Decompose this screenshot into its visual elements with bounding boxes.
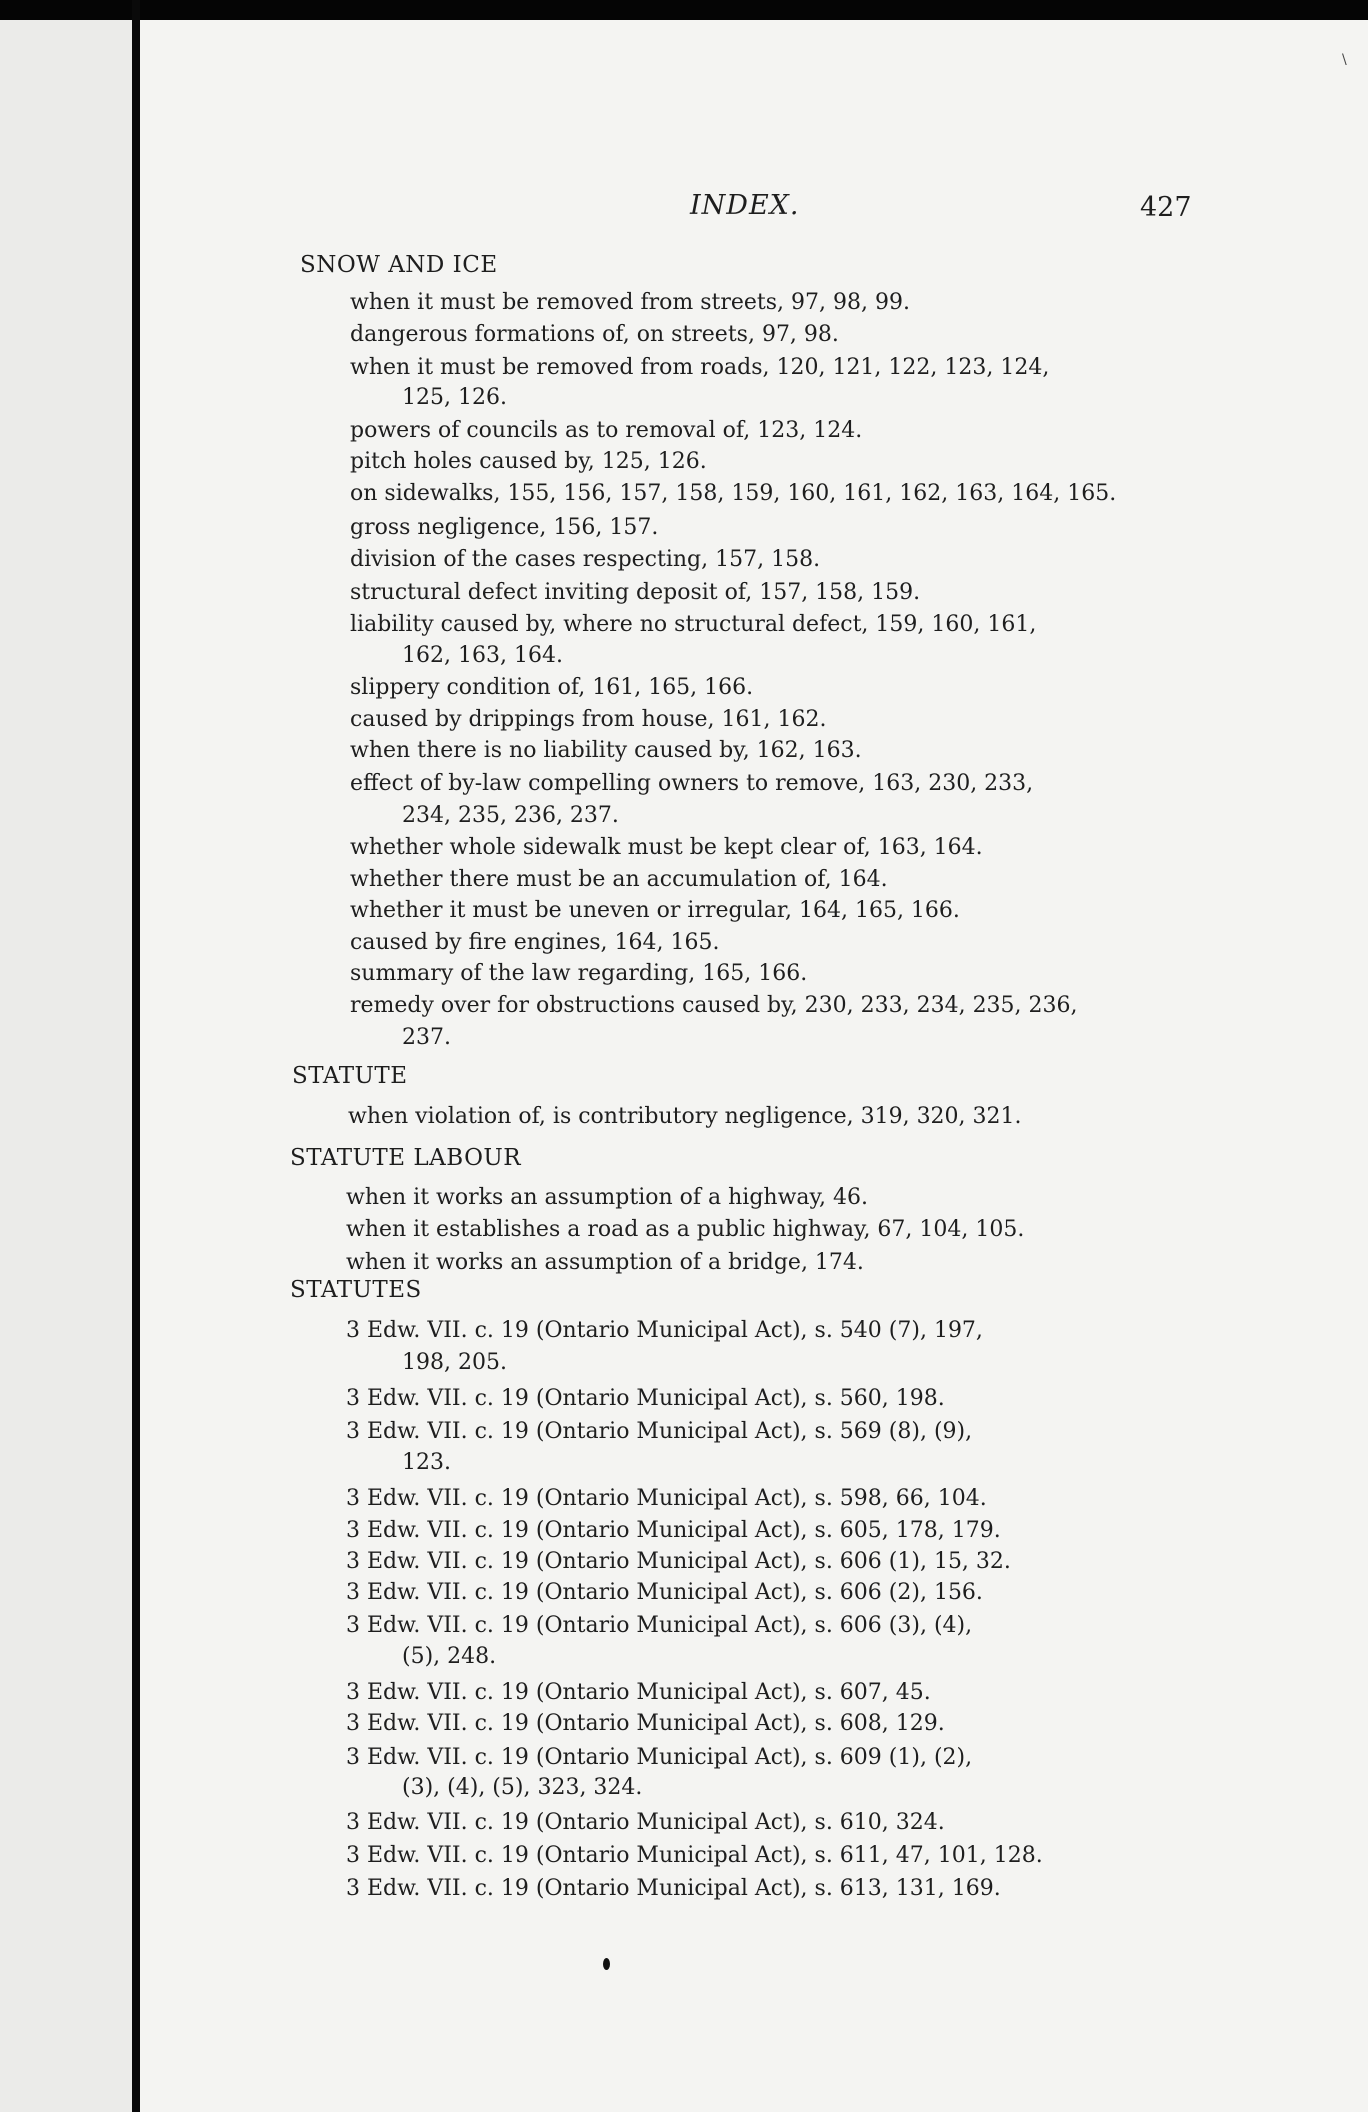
index-subentry-continuation: 162, 163, 164. (402, 643, 563, 668)
index-subentry: pitch holes caused by, 125, 126. (350, 449, 707, 474)
index-subentry: gross negligence, 156, 157. (350, 515, 659, 540)
bullet-mark (603, 1958, 610, 1970)
index-subentry: 3 Edw. VII. c. 19 (Ontario Municipal Act), s. 609 (1), (2), (346, 1745, 973, 1770)
index-subentry: when it must be removed from streets, 97, 98, 99. (350, 290, 910, 315)
index-subentry: 3 Edw. VII. c. 19 (Ontario Municipal Act), s. 606 (2), 156. (346, 1580, 983, 1605)
index-subentry: when it establishes a road as a public highway, 67, 104, 105. (346, 1217, 1025, 1242)
index-subentry: 3 Edw. VII. c. 19 (Ontario Municipal Act), s. 598, 66, 104. (346, 1486, 987, 1511)
index-subentry-continuation: 123. (402, 1450, 451, 1475)
index-subentry: on sidewalks, 155, 156, 157, 158, 159, 160, 161, 162, 163, 164, 165. (350, 481, 1117, 506)
index-subentry-continuation: 125, 126. (402, 385, 507, 410)
index-subentry: dangerous formations of, on streets, 97, 98. (350, 322, 839, 347)
index-subentry: when there is no liability caused by, 162, 163. (350, 738, 862, 763)
index-subentry: whether whole sidewalk must be kept clear of, 163, 164. (350, 835, 983, 860)
index-subentry: when it works an assumption of a bridge, 174. (346, 1250, 864, 1275)
index-subentry: remedy over for obstructions caused by, 230, 233, 234, 235, 236, (350, 993, 1078, 1018)
index-subentry: caused by fire engines, 164, 165. (350, 930, 720, 955)
index-heading: STATUTES (290, 1277, 422, 1303)
index-subentry: liability caused by, where no structural defect, 159, 160, 161, (350, 612, 1037, 637)
index-subentry-continuation: (3), (4), (5), 323, 324. (402, 1775, 643, 1800)
index-subentry: 3 Edw. VII. c. 19 (Ontario Municipal Act), s. 606 (3), (4), (346, 1613, 973, 1638)
index-subentry: powers of councils as to removal of, 123, 124. (350, 418, 863, 443)
index-subentry: 3 Edw. VII. c. 19 (Ontario Municipal Act), s. 608, 129. (346, 1711, 945, 1736)
index-subentry-continuation: 237. (402, 1025, 451, 1050)
index-subentry: 3 Edw. VII. c. 19 (Ontario Municipal Act), s. 569 (8), (9), (346, 1419, 973, 1444)
index-subentry-continuation: (5), 248. (402, 1644, 497, 1669)
scan-speck: \ (1342, 52, 1347, 68)
index-subentry: 3 Edw. VII. c. 19 (Ontario Municipal Act), s. 607, 45. (346, 1680, 931, 1705)
index-subentry: division of the cases respecting, 157, 158. (350, 547, 821, 572)
index-subentry: when violation of, is contributory negligence, 319, 320, 321. (348, 1104, 1022, 1129)
index-subentry-continuation: 234, 235, 236, 237. (402, 803, 619, 828)
index-subentry: when it works an assumption of a highway, 46. (346, 1185, 869, 1210)
index-subentry: when it must be removed from roads, 120, 121, 122, 123, 124, (350, 355, 1050, 380)
index-heading: STATUTE (292, 1063, 408, 1089)
index-subentry: whether it must be uneven or irregular, 164, 165, 166. (350, 898, 960, 923)
index-subentry-continuation: 198, 205. (402, 1350, 507, 1375)
index-heading: SNOW AND ICE (300, 252, 498, 278)
running-header-title: INDEX. (690, 190, 800, 221)
index-subentry: whether there must be an accumulation of, 164. (350, 867, 888, 892)
index-subentry: 3 Edw. VII. c. 19 (Ontario Municipal Act), s. 611, 47, 101, 128. (346, 1843, 1043, 1868)
index-subentry: caused by drippings from house, 161, 162. (350, 707, 827, 732)
index-subentry: 3 Edw. VII. c. 19 (Ontario Municipal Act), s. 540 (7), 197, (346, 1318, 983, 1343)
index-heading: STATUTE LABOUR (290, 1145, 522, 1171)
index-subentry: 3 Edw. VII. c. 19 (Ontario Municipal Act), s. 560, 198. (346, 1386, 945, 1411)
index-subentry: slippery condition of, 161, 165, 166. (350, 675, 754, 700)
index-subentry: effect of by-law compelling owners to remove, 163, 230, 233, (350, 771, 1034, 796)
index-subentry: 3 Edw. VII. c. 19 (Ontario Municipal Act), s. 606 (1), 15, 32. (346, 1549, 1011, 1574)
index-subentry: structural defect inviting deposit of, 157, 158, 159. (350, 580, 921, 605)
index-subentry: summary of the law regarding, 165, 166. (350, 961, 808, 986)
index-subentry: 3 Edw. VII. c. 19 (Ontario Municipal Act), s. 605, 178, 179. (346, 1518, 1001, 1543)
index-subentry: 3 Edw. VII. c. 19 (Ontario Municipal Act), s. 613, 131, 169. (346, 1876, 1001, 1901)
index-subentry: 3 Edw. VII. c. 19 (Ontario Municipal Act), s. 610, 324. (346, 1810, 945, 1835)
page-number: 427 (1140, 192, 1192, 223)
